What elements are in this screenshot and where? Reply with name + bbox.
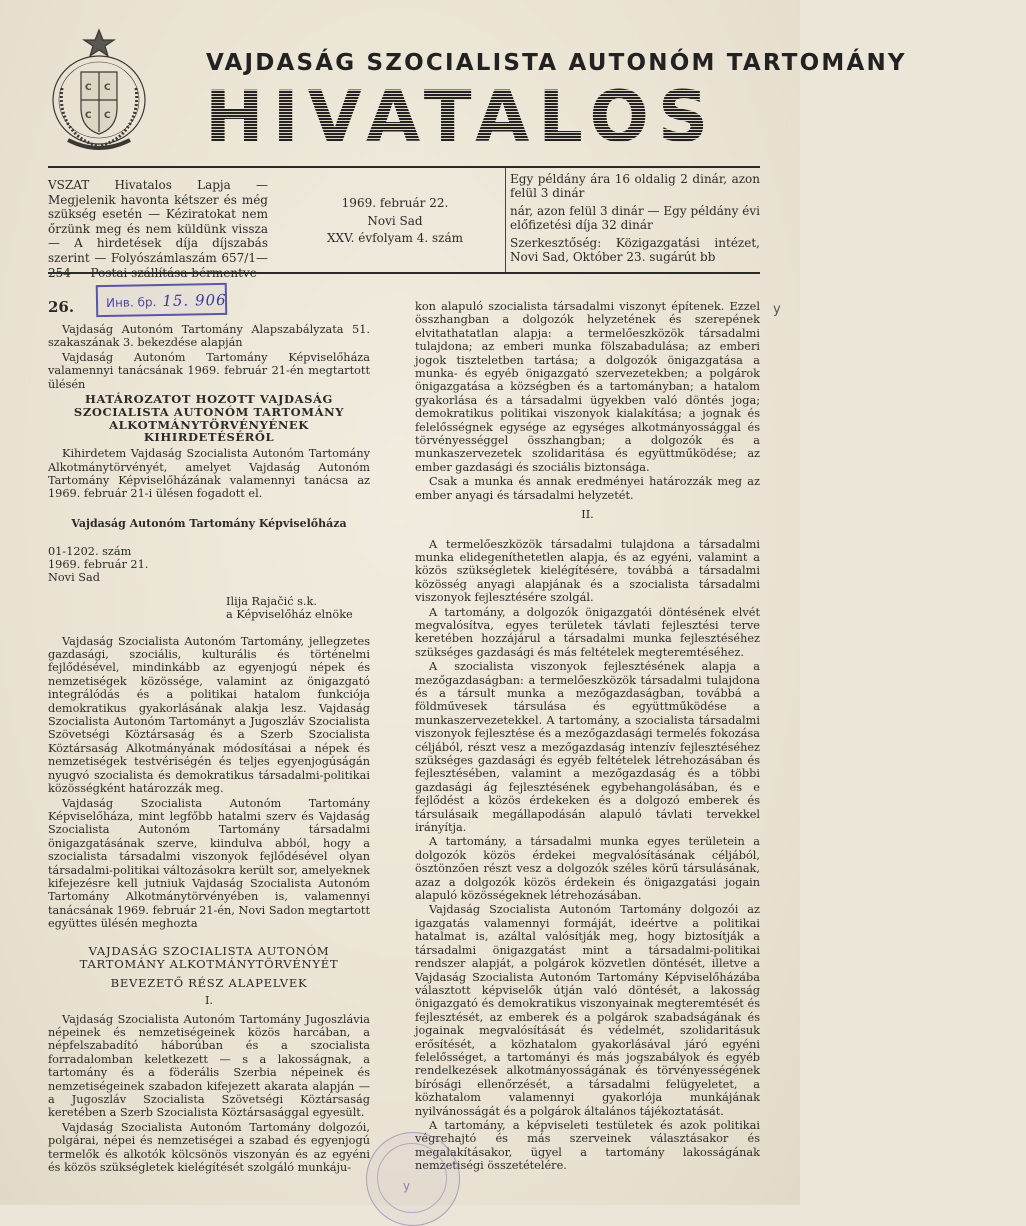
inventory-stamp (96, 283, 228, 317)
price-text: Egy példány ára 16 oldalig 2 dinár, azon felül 3 dinár (510, 172, 760, 201)
body-paragraph: Csak a munka és annak eredményei határozzák meg az ember anyagi és társadalmi helyzetét. (415, 475, 760, 502)
body-paragraph: A tartomány, a dolgozók önigazgatói döntésének elvét megvalósítva, egyes területek távlati fejlesztési terve keretében hozzájárul a társadalmi munka fejlesztéséhez szükséges gazdasági és más feltételek megteremtéséhez. (415, 605, 760, 659)
price-info (510, 172, 760, 267)
document-meta (48, 546, 370, 584)
document-place: Novi Sad (48, 570, 100, 584)
masthead-province-line: VAJDASÁG SZOCIALISTA AUTONÓM TARTOMÁNY (206, 50, 907, 76)
signer-title: a Képviselőház elnöke (226, 607, 353, 621)
signature-block (48, 595, 370, 621)
issue-volume: XXV. évfolyam 4. szám (326, 231, 464, 245)
proclamation-paragraph: Kihirdetem Vajdaság Szocialista Autonóm Tartomány Alkotmánytörvényét, amelyet Vajdaság Autonóm Tartomány Képviselőházának valamennyi tanácsa az 1969. február 21-i ülésen fogadott el. (48, 447, 370, 501)
left-column (48, 323, 370, 1175)
document-date: 1969. február 21. (48, 558, 149, 572)
introductory-part-heading: BEVEZETŐ RÉSZ ALAPELVEK (110, 975, 308, 990)
body-paragraph: A tartomány, a képviseleti testületek és azok politikai végrehajtó és más szerveinek választásakor és megalakításakor, ügyel a tartomány lakosságának nemzetiségi összetételére. (415, 1118, 760, 1173)
round-stamp-mark: y (403, 1179, 411, 1193)
inventory-label: Инв. бр. (105, 295, 157, 310)
coat-of-arms-emblem (48, 28, 150, 156)
body-paragraph: A szocialista viszonyok fejlesztésének alapja a mezőgazdaságban: a termelőeszközök társadalmi tulajdona és a társult munka a mezőgazdaságban, továbbá a földművesek társulása és együttműködése a munkaszervezetekkel. A tartomány, a szocialista társadalmi viszonyok fejlesztése és a mezőgazdasági termelés fokozása céljából, részt vesz a mezőgazdaság intenzív fejlesztéséhez szükséges gazdasági és egyéb feltételek létrehozásában és fejlesztésében, valamint a mezőgazdaság és a többi gazdasági ág fejlesztésének egybehangolásában, és e fejlődést a közös érdekeken és a dolgozó emberek és társulásaik megállapodásán alapuló távlati tervekkel irányítja. (415, 660, 760, 835)
margin-mark: y (773, 302, 781, 317)
masthead-title: HIVATALOS LAPJA (205, 76, 1026, 158)
body-paragraph: Vajdaság Szocialista Autonóm Tartomány dolgozói, polgárai, népei és nemzetiségei a szabad és egyenjogú termelők és alkotók kölcsönös viszonyán és az egyéni és közös szükségletek kielégítését szolgáló munkáju- (48, 1120, 370, 1175)
inventory-number: 15. 906 (162, 290, 227, 310)
round-stamp-inner-ring (377, 1143, 447, 1213)
section-number: I. (204, 994, 214, 1008)
section-number: II. (581, 508, 594, 522)
intro-paragraph: Vajdaság Autonóm Tartomány Képviselőháza valamennyi tanácsának 1969. február 21-én megtartott ülésén (48, 350, 370, 391)
svg-text:C: C (104, 83, 111, 93)
signer-name: Ilija Rajačić s.k. (226, 594, 317, 608)
issue-place: Novi Sad (367, 213, 423, 228)
masthead-top-rule (48, 166, 760, 168)
right-column (415, 300, 760, 1174)
info-divider-right (505, 168, 506, 272)
law-heading: VAJDASÁG SZOCIALISTA AUTONÓM TARTOMÁNY ALKOTMÁNYTÖRVÉNYÉT (79, 943, 339, 971)
body-paragraph: Vajdaság Szocialista Autonóm Tartomány dolgozói az igazgatás valamennyi formáját, ideértve a politikai hatalmat is, azáltal valósítják meg, hogy biztosítják a társadalmi önigazgatást mint a társadalmi-politikai rendszer alapját, a polgárok közvetlen döntését, illetve a Vajdaság Szocialista Autonóm Tartomány Képviselőházába választott képviselők útján való döntését, a lakosság önigazgató és demokratikus viszonyainak megteremtését és fejlesztését, az emberek és a polgárok szabadságának és jogainak megvalósítását és védelmét, szolidaritásuk erősítését, a közhatalom gyakorlásával járó egyéni felelősséget, a tartományi és más jogszabályok és egyéb rendelkezések alkotmányosságának és törvényességének bírósági ellenőrzését, a társadalmi felügyeletet, a közhatalom valamennyi gyakorlója munkájának nyilvánosságát és a polgárok általános tájékoztatását. (415, 903, 760, 1118)
editorial-office: Szerkesztőség: Közigazgatási intézet, Novi Sad, Október 23. sugárút bb (510, 235, 760, 265)
price-text-repeat: nár, azon felül 3 dinár — Egy példány évi előfizetési díja 32 dinár (510, 203, 760, 233)
intro-paragraph: Vajdaság Autonóm Tartomány Alapszabályzata 51. szakaszának 3. bekezdése alapján (48, 323, 370, 350)
body-paragraph: Vajdaság Szocialista Autonóm Tartomány Képviselőháza, mint legfőbb hatalmi szerv és Vajdaság Szocialista Autonóm Tartomány társadalmi önigazgatásának szerve, kiindulva abból, hogy a szocialista társadalmi viszonyok fejlődésével olyan társadalmi-politikai változásokra került sor, amelyeknek kifejezésre kell jutniuk Vajdaság Szocialista Autonóm Tartomány Alkotmánytörvényében is, valamennyi tanácsának 1969. február 21-én, Novi Sadon megtartott együttes ülésén meghozta (48, 796, 370, 931)
issue-info (285, 195, 505, 248)
body-paragraph: A tartomány, a társadalmi munka egyes területein a dolgozók közös érdekei megvalósításának céljából, ösztönzően részt vesz a dolgozók széles körű társulásának, azaz a dolgozók közös érdekein és önigazgatási jogain alapuló közösségeknek létrehozásában. (415, 835, 760, 903)
svg-text:C: C (104, 111, 111, 121)
svg-text:C: C (85, 83, 92, 93)
library-round-stamp (366, 1132, 460, 1226)
body-paragraph: Vajdaság Szocialista Autonóm Tartomány Jugoszlávia népeinek és nemzetiségeinek közös harcában, a népfelszabadító háborúban és a szocialista forradalomban keletkezett — s a lakosságnak, a tartomány és a föderális Szerbia népeinek és nemzetiségeinek szabadon kifejezett akarata alapján — a Jugoszláv Szocialista Szövetségi Köztársaság keretében a Szerb Szocialista Köztársasággal egyesült. (48, 1012, 370, 1120)
document-number: 01-1202. szám (48, 545, 132, 559)
decision-heading: HATÁROZATOT HOZOTT VAJDASÁG SZOCIALISTA AUTONÓM TARTOMÁNY ALKOTMÁNYTÖRVÉNYÉNEK KIHIRDETÉSÉRŐL (73, 392, 345, 445)
issue-number: 26. (48, 298, 75, 316)
publication-info: VSZAT Hivatalos Lapja — Megjelenik havonta kétszer és még szükség esetén — Kéziratokat nem őrzünk meg és nem küldünk vissza — A hirdetések díja díjszabás szerint — Folyószámlaszám 657/1—254 — Postai szállítása bérmentve (48, 178, 268, 280)
issue-date: 1969. február 22. (341, 196, 449, 210)
body-paragraph: kon alapuló szocialista társadalmi viszonyt építenek. Ezzel összhangban a dolgozók helyzetének és szerepének elvitathatatlan alapja: a termelőeszközök társadalmi tulajdona; az emberi munka fölszabadulása; az emberi jogok tiszteletben tartása; a dolgozók önigazgatása a munka- és egyéb önigazgató szervezetekben; a polgárok önigazgatása a községben és a tartományban; a hatalom gyakorlása és a társadalmi ügyekben való döntés joga; demokratikus politikai viszonyok kialakítása; a jognak és felelősségnek egysége az egységes alkotmányossággal és törvényességgel összhangban; a dolgozók és a munkaszervezetek szolidaritása és együttműködése; az ember gazdasági és szociális biztonsága. (415, 300, 760, 474)
body-paragraph: Vajdaság Szocialista Autonóm Tartomány, jellegzetes gazdasági, szociális, kulturális és történelmi fejlődésével, mindinkább az egyenjogú népek és nemzetiségek közössége, valamint az önigazgató integrálódás és a politikai hatalom funkciója demokratikus gyakorlásának alakja lesz. Vajdaság Szocialista Autonóm Tartományt a Jugoszláv Szocialista Szövetségi Köztársaság és a Szerb Szocialista Köztársaság Alkotmányának módosításai a népek és nemzetiségek testvériségén és teljes egyenjogúságán nyugvó szocialista és demokratikus társadalmi-politikai közösségként határozzák meg. (48, 634, 370, 796)
body-paragraph: A termelőeszközök társadalmi tulajdona a társadalmi munka elidegeníthetetlen alapja, és az egyéni, valamint a közös szükségletek kielégítésére, továbbá a társadalmi közösség anyagi alapjának és a szocialista társadalmi viszonyok fejlesztésére szolgál. (415, 537, 760, 605)
svg-text:C: C (85, 111, 92, 121)
assembly-name: Vajdaság Autonóm Tartomány Képviselőháza (71, 516, 347, 530)
